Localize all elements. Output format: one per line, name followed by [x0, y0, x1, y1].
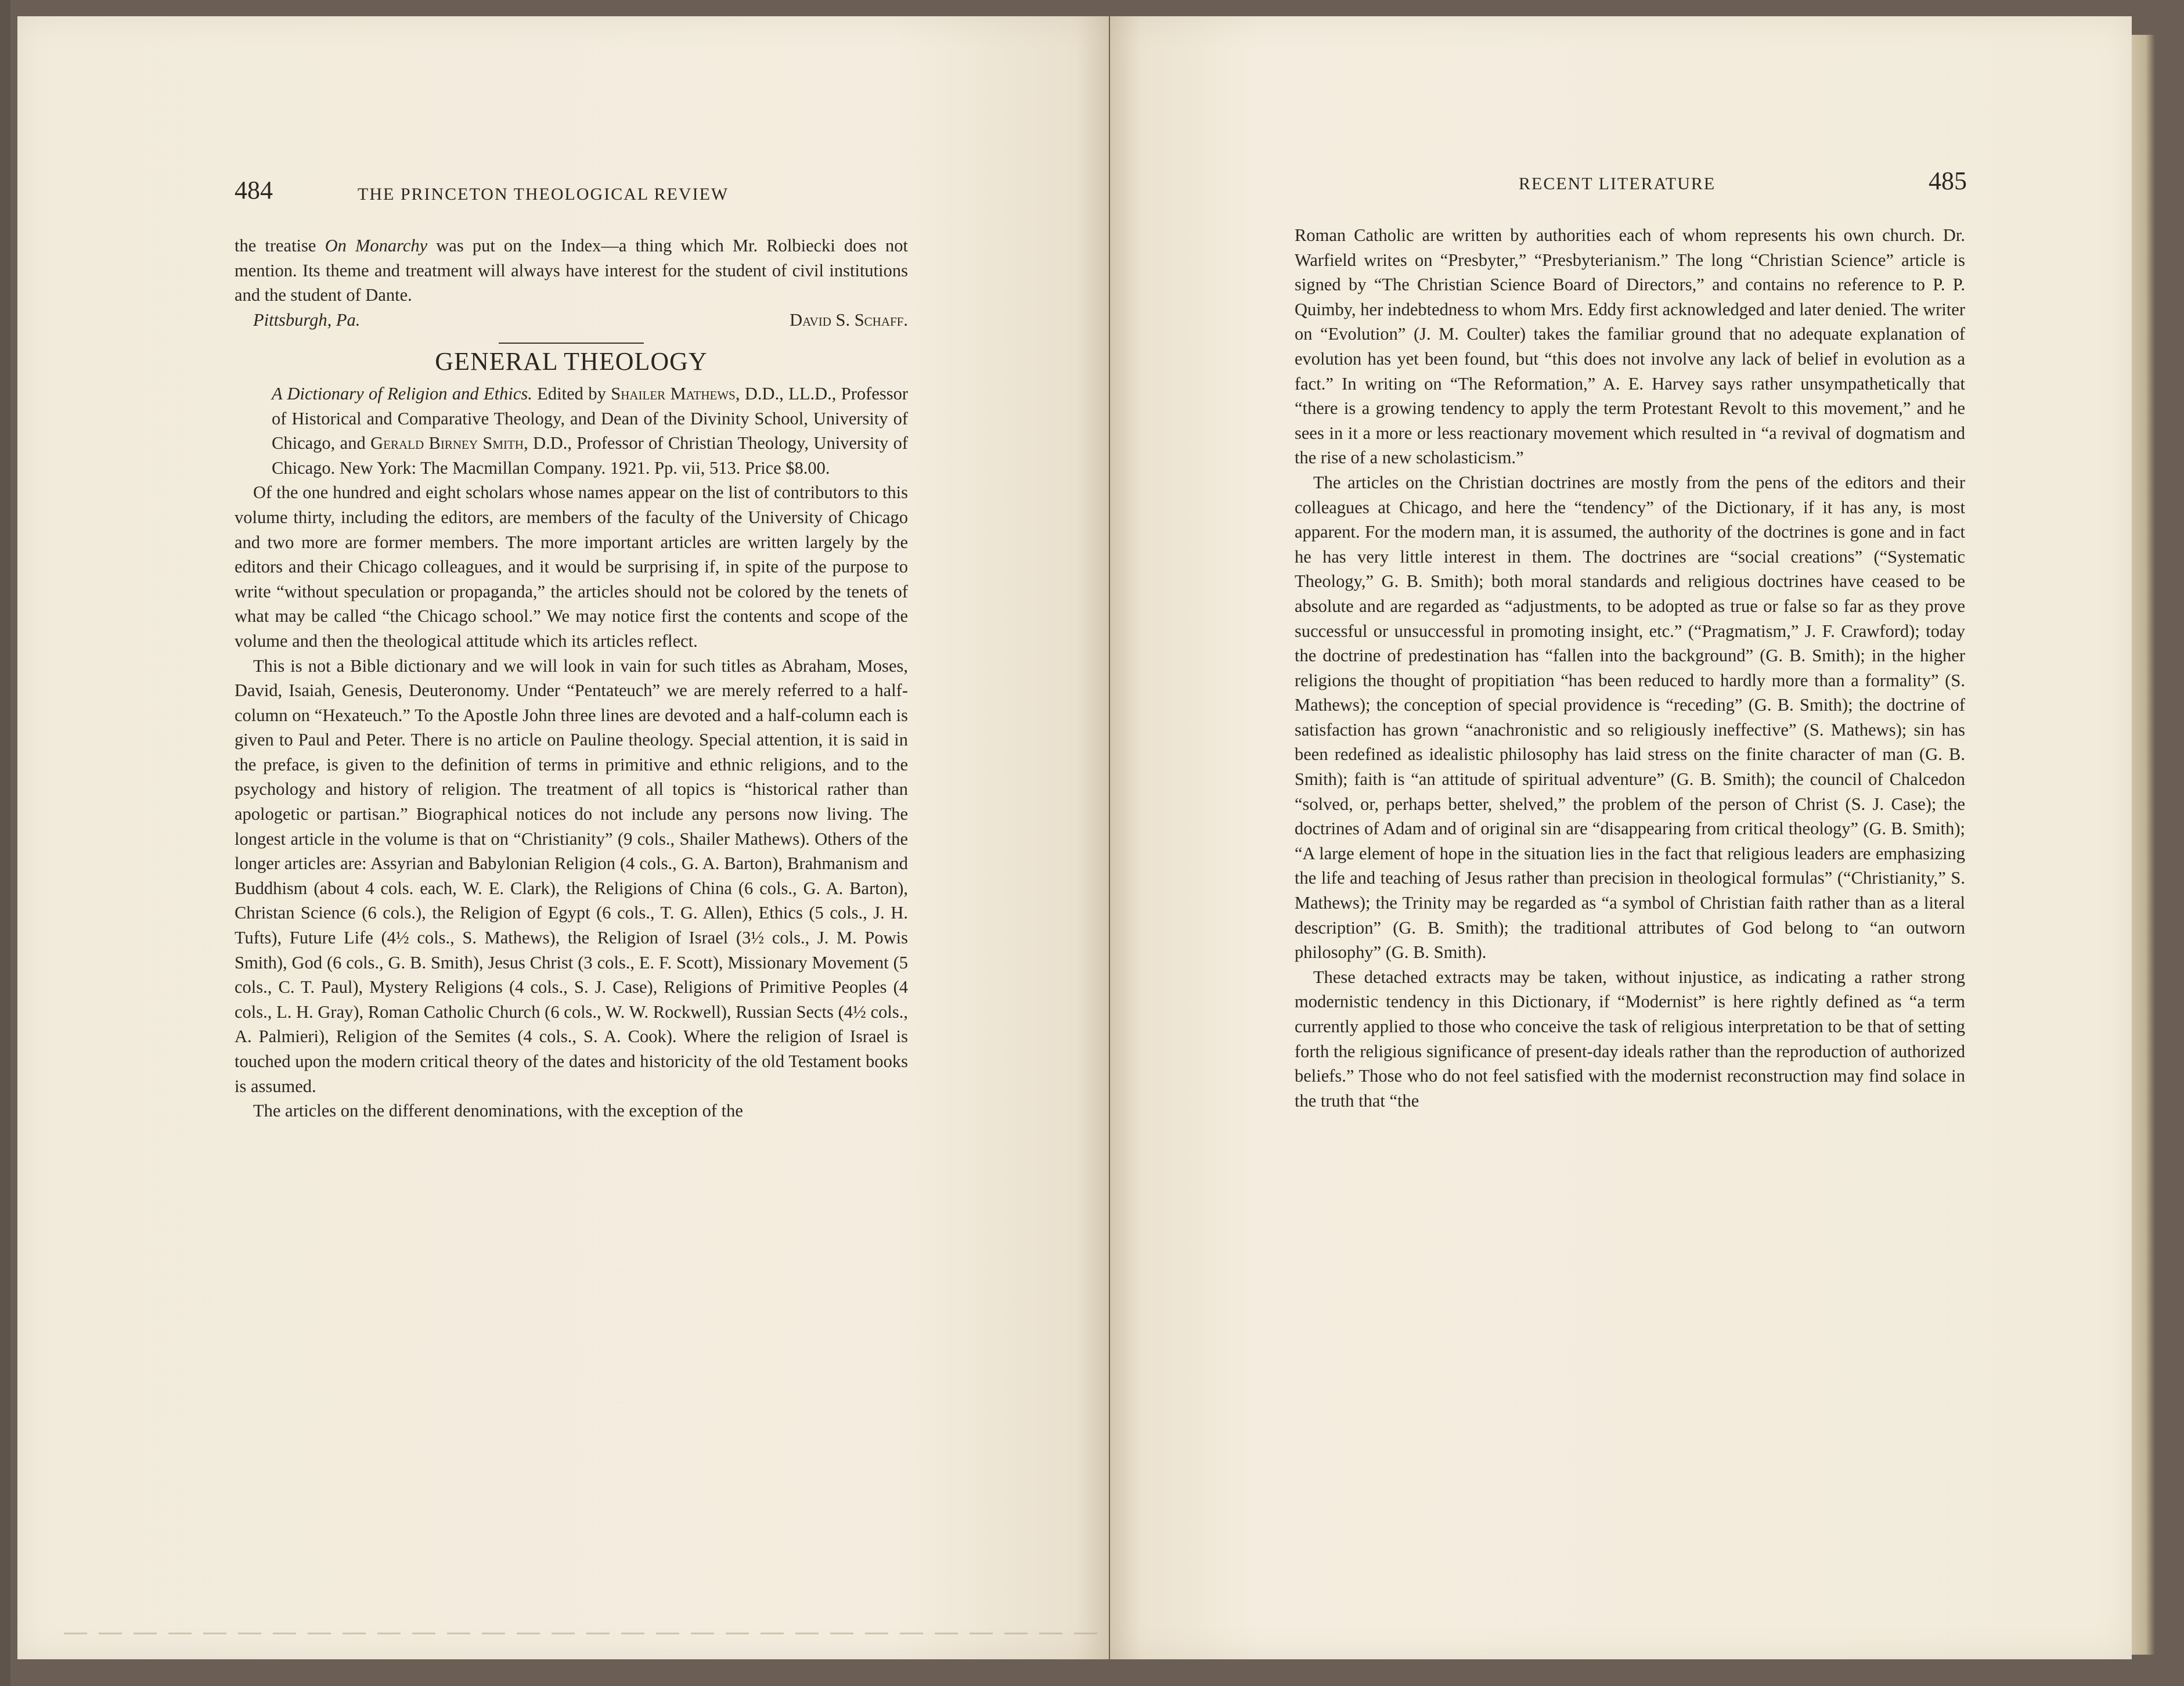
- section-title: GENERAL THEOLOGY: [435, 347, 708, 376]
- page-bottom-edge: [64, 1633, 1097, 1634]
- signature-place: Pittsburgh, Pa.: [253, 309, 361, 330]
- entry-text: , D.D., Professor of Christian Theology, University of Chicago. New York: The Macmillan Company. 1921. Pp. vii, 513. Price $8.00.: [272, 433, 908, 478]
- entry-text: , D.D., LL.D., Professor of Historical and Comparative Theology, and Dean of the Divinity School, University of Chicago, and: [272, 383, 908, 453]
- right-page-number: 485: [1929, 167, 1967, 195]
- body-paragraph: Of the one hundred and eight scholars whose names appear on the list of contributors to this volume thirty, including the editors, are members of the faculty of the University of Chicago and two more are former members. The more important articles are written largely by the editors and their Chicago colleagues, and it would be surprising if, in spite of the purpose to write “without speculation or propaganda,” the articles should not be colored by the tenets of what may be called “the Chicago school.” We may notice first the contents and scope of the volume and then the theological attitude which its articles reflect.: [235, 482, 908, 651]
- intro-text-before: the treatise: [235, 236, 325, 255]
- page-edge: [2132, 35, 2155, 1655]
- body-paragraph: The articles on the different denominations, with the exception of the: [253, 1101, 743, 1121]
- body-paragraph: The articles on the Christian doctrines are mostly from the pens of the editors and their colleagues at Chicago, and here the “tendency” of the Dictionary, if it has any, is most apparent. For the modern man, it is assumed, the authority of the doctrines is gone and in fact he has very little interest in them. The doctrines are “social creations” (“Systematic Theology,” G. B. Smith); both moral standards and religious doctrines have ceased to be absolute and are regarded as “adjustments, to be adopted as true or false so far as they prove successful or unsuccessful in promoting insight, etc.” (“Pragmatism,” J. F. Crawford); today the doctrine of predestination has “fallen into the background” (G. B. Smith); in the higher religions the thought of propitiation “has been reduced to hardly more than a formality” (S. Mathews); the conception of special providence is “receding” (G. B. Smith); the doctrine of satisfaction has grown “anachronistic and so religiously ineffective” (S. Mathews); sin has been redefined as idealistic philosophy has laid stress on the finite character of man (G. B. Smith); faith is “an attitude of spiritual adventure” (G. B. Smith); the council of Chalcedon “solved, or, perhaps better, shelved,” the problem of the person of Christ (S. J. Case); the doctrines of Adam and of original sin are “disappearing from critical theology” (G. B. Smith); “A large element of hope in the situation lies in the fact that religious leaders are emphasizing the life and teaching of Jesus rather than precision in theological formulas” (“Christianity,” S. Mathews); the Trinity may be regarded as “a symbol of Christian faith rather than as a literal description” (G. B. Smith); the traditional attributes of God belong to “an outworn philosophy” (G. B. Smith).: [1295, 472, 1965, 963]
- entry-text: Edited by: [532, 383, 611, 404]
- section-divider: [499, 343, 644, 344]
- editor-name: Shailer Mathews: [611, 383, 736, 404]
- left-column: [235, 233, 908, 1123]
- book-title: A Dictionary of Religion and Ethics.: [272, 383, 532, 404]
- left-page-number: 484: [235, 176, 273, 204]
- body-paragraph: This is not a Bible dictionary and we will look in vain for such titles as Abraham, Moses, David, Isaiah, Genesis, Deuteronomy. Under “Pentateuch” we are merely referred to a half-column on “Hexateuch.” To the Apostle John three lines are devoted and a half-column each is given to Paul and Peter. There is no article on Pauline theology. Special attention, it is said in the preface, is given to the definition of terms in primitive and ethnic religions, and to the psychology and history of religion. The treatment of all topics is “historical rather than apologetic or partisan.” Biographical notices do not include any persons now living. The longest article in the volume is that on “Christianity” (9 cols., Shailer Mathews). Others of the longer articles are: Assyrian and Babylonian Religion (4 cols., G. A. Barton), Brahmanism and Buddhism (about 4 cols. each, W. E. Clark), the Religions of China (6 cols., G. A. Barton), Christan Science (6 cols.), the Religion of Egypt (6 cols., T. G. Allen), Ethics (5 cols., J. H. Tufts), Future Life (4½ cols., S. Mathews), the Religion of Israel (3½ cols., J. M. Powis Smith), God (6 cols., G. B. Smith), Jesus Christ (3 cols., E. F. Scott), Missionary Movement (5 cols., C. T. Paul), Mystery Religions (4 cols., S. J. Case), Religions of Primitive Peoples (4 cols., L. H. Gray), Roman Catholic Church (6 cols., W. W. Rockwell), Russian Sects (4½ cols., A. Palmieri), Religion of the Semites (4 cols., S. A. Cook). Where the religion of Israel is touched upon the modern critical theory of the dates and historicity of the old Testament books is assumed.: [235, 655, 908, 1096]
- editor-name: Gerald Birney Smith: [370, 433, 524, 453]
- intro-italic-title: On Monarchy: [325, 236, 428, 255]
- signature-name: David S. Schaff.: [790, 309, 908, 330]
- body-paragraph: Roman Catholic are written by authorities each of whom represents his own church. Dr. Warfield writes on “Presbyter,” “Presbyterianism.” The long “Christian Science” article is signed by “The Christian Science Board of Directors,” and contains no reference to P. P. Quimby, her indebtedness to whom Mrs. Eddy first acknowledged and later denied. The writer on “Evolution” (J. M. Coulter) takes the familiar ground that no adequate explanation of evolution has yet been found, but “this does not involve any lack of belief in evolution as a fact.” In writing on “The Reformation,” A. E. Harvey says rather unsympathetically that “there is a growing tendency to apply the term Protestant Revolt to this movement,” and he sees in it a more or less reactionary movement which resulted in “a revival of dogmatism and the rise of a new scholasticism.”: [1295, 225, 1965, 468]
- right-running-head: RECENT LITERATURE: [1519, 174, 1716, 193]
- body-paragraph: These detached extracts may be taken, without injustice, as indicating a rather strong modernistic tendency in this Dictionary, if “Modernist” is here rightly defined as “a term currently applied to those who conceive the task of religious interpretation to be that of setting forth the religious significance of present-day ideals rather than the reproduction of authorized beliefs.” Those who do not feel satisfied with the modernist reconstruction may find solace in the truth that “the: [1295, 967, 1965, 1111]
- right-column: [1295, 223, 1965, 1113]
- intro-paragraph: [235, 233, 908, 308]
- book-entry: [235, 381, 908, 480]
- intro-text-after: was put on the Index—a thing which Mr. Rolbiecki does not mention. Its theme and treatment will always have interest for the student of civil institutions and the student of Dante.: [235, 236, 908, 305]
- review-signature: [235, 308, 908, 333]
- left-running-head: THE PRINCETON THEOLOGICAL REVIEW: [358, 185, 729, 204]
